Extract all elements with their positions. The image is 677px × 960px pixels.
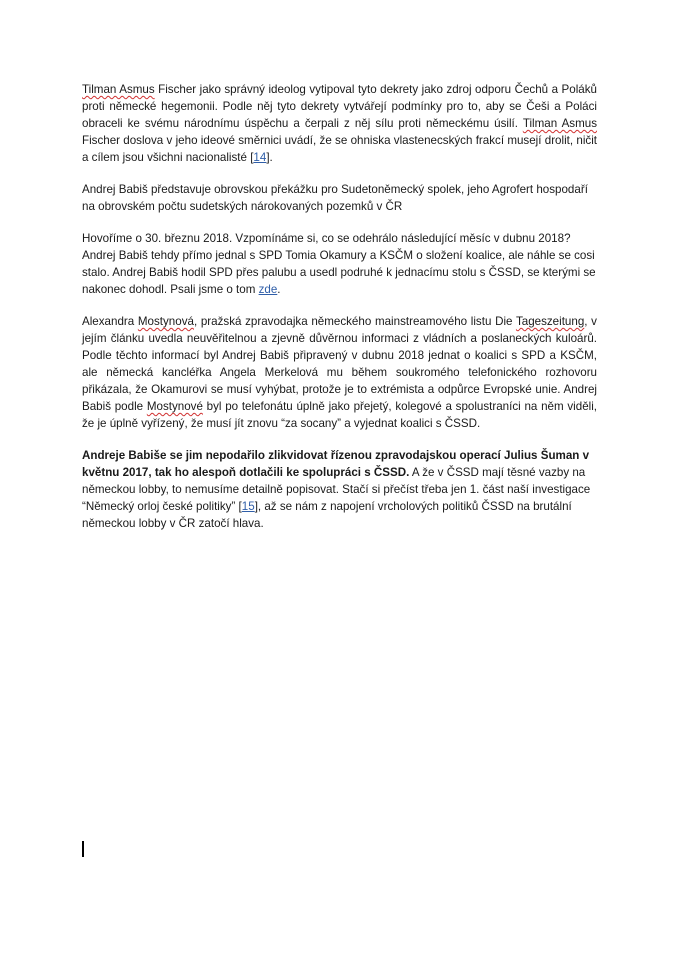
misspelled-name: Tilman Asmus [82,83,155,96]
paragraph-fischer [82,81,597,166]
reference-link-15[interactable]: 15 [241,500,255,513]
misspelled-name: Mostynová [137,315,194,328]
reference-link-14[interactable]: 14 [253,151,267,164]
text-run: Hovoříme o 30. březnu 2018. Vzpomínáme si, co se odehrálo následující měsíc v dubnu 2018? Andrej Babiš tehdy přímo jednal s SPD Tomia Okamury a KSČM o složení koalice, ale náhle se cosi stalo. Andrej Babiš hodil SPD přes palubu a usedl podruhé k jednacímu stolu s ČSSD, se kterými se nakonec dohodl. Psali jsme o tom [82,232,596,296]
text-run: Andrej Babiš představuje obrovskou překážku pro Sudetoněmecký spolek, jeho Agrofert hospodaří na obrovském počtu sudetských nárokovaných pozemků v ČR [82,183,588,213]
paragraph-agrofert [82,181,597,215]
misspelled-name: Mostynové [146,400,203,413]
text-run: Fischer jako správný ideolog vytipoval tyto dekrety jako zdroj odporu Čechů a Poláků proti německé hegemonii. Podle něj tyto dekrety vytvářejí podmínky pro to, aby se Češi a Poláci obraceli ke svému národnímu úspěchu a čerpali z něj sílu proti německému úsilí. [82,83,597,130]
text-run: byl po telefonátu úplně jako přejetý, kolegové a spolustraníci na něm viděli, že je úplně vyřízený, že musí jít znovu “za socany” a vyjednat koalici s ČSSD. [82,400,598,430]
bold-text-run: Andreje Babiše se jim nepodařilo zlikvidovat řízenou zpravodajskou operací Julius Šuman v květnu 2017, tak ho alespoň dotlačili ke spolupráci s ČSSD. [82,449,590,479]
text-run: ], až se nám z napojení vrcholových politiků ČSSD na brutální německou lobby v ČR zatočí hlava. [82,500,572,530]
text-run: ]. [266,151,273,164]
zde-link[interactable]: zde [258,283,278,296]
text-run: Alexandra [82,315,138,328]
text-run: , v jejím článku uvedla neuvěřitelnou a zjevně důvěrnou informaci z vládních a poslaneckých kuloárů. Podle těchto informací byl Andrej Babiš připravený v dubnu 2018 jednat o koalici s SPD a KSČM, ale německá kancléřka Angela Merkelová mu během soukromého telefonického rozhovoru přikázala, že Okamurovi se musí vyhýbat, protože je to extrémista a odpůrce Evropské unie. Andrej Babiš podle [82,315,597,413]
misspelled-name: Tageszeitung [515,315,585,328]
misspelled-name: Tilman Asmus [522,117,598,130]
text-run: , pražská zpravodajka německého mainstreamového listu Die [193,315,516,328]
text-run: . [277,283,281,296]
text-run: A že v ČSSD mají těsné vazby na německou lobby, to nemusíme detailně popisovat. Stačí si přečíst třeba jen 1. část naší investigace “Německý orloj české politiky” [ [82,466,591,513]
text-cursor [82,841,84,857]
paragraph-mostynova [82,313,597,432]
text-run: Fischer doslova v jeho ideové směrnici uvádí, že se ohniska vlastenecských frakcí musejí drolit, ničit a cílem jsou všichni nacionalisté [ [82,134,597,164]
paragraph-suman [82,447,597,532]
document-body[interactable] [82,81,597,547]
paragraph-march-2018 [82,230,597,298]
